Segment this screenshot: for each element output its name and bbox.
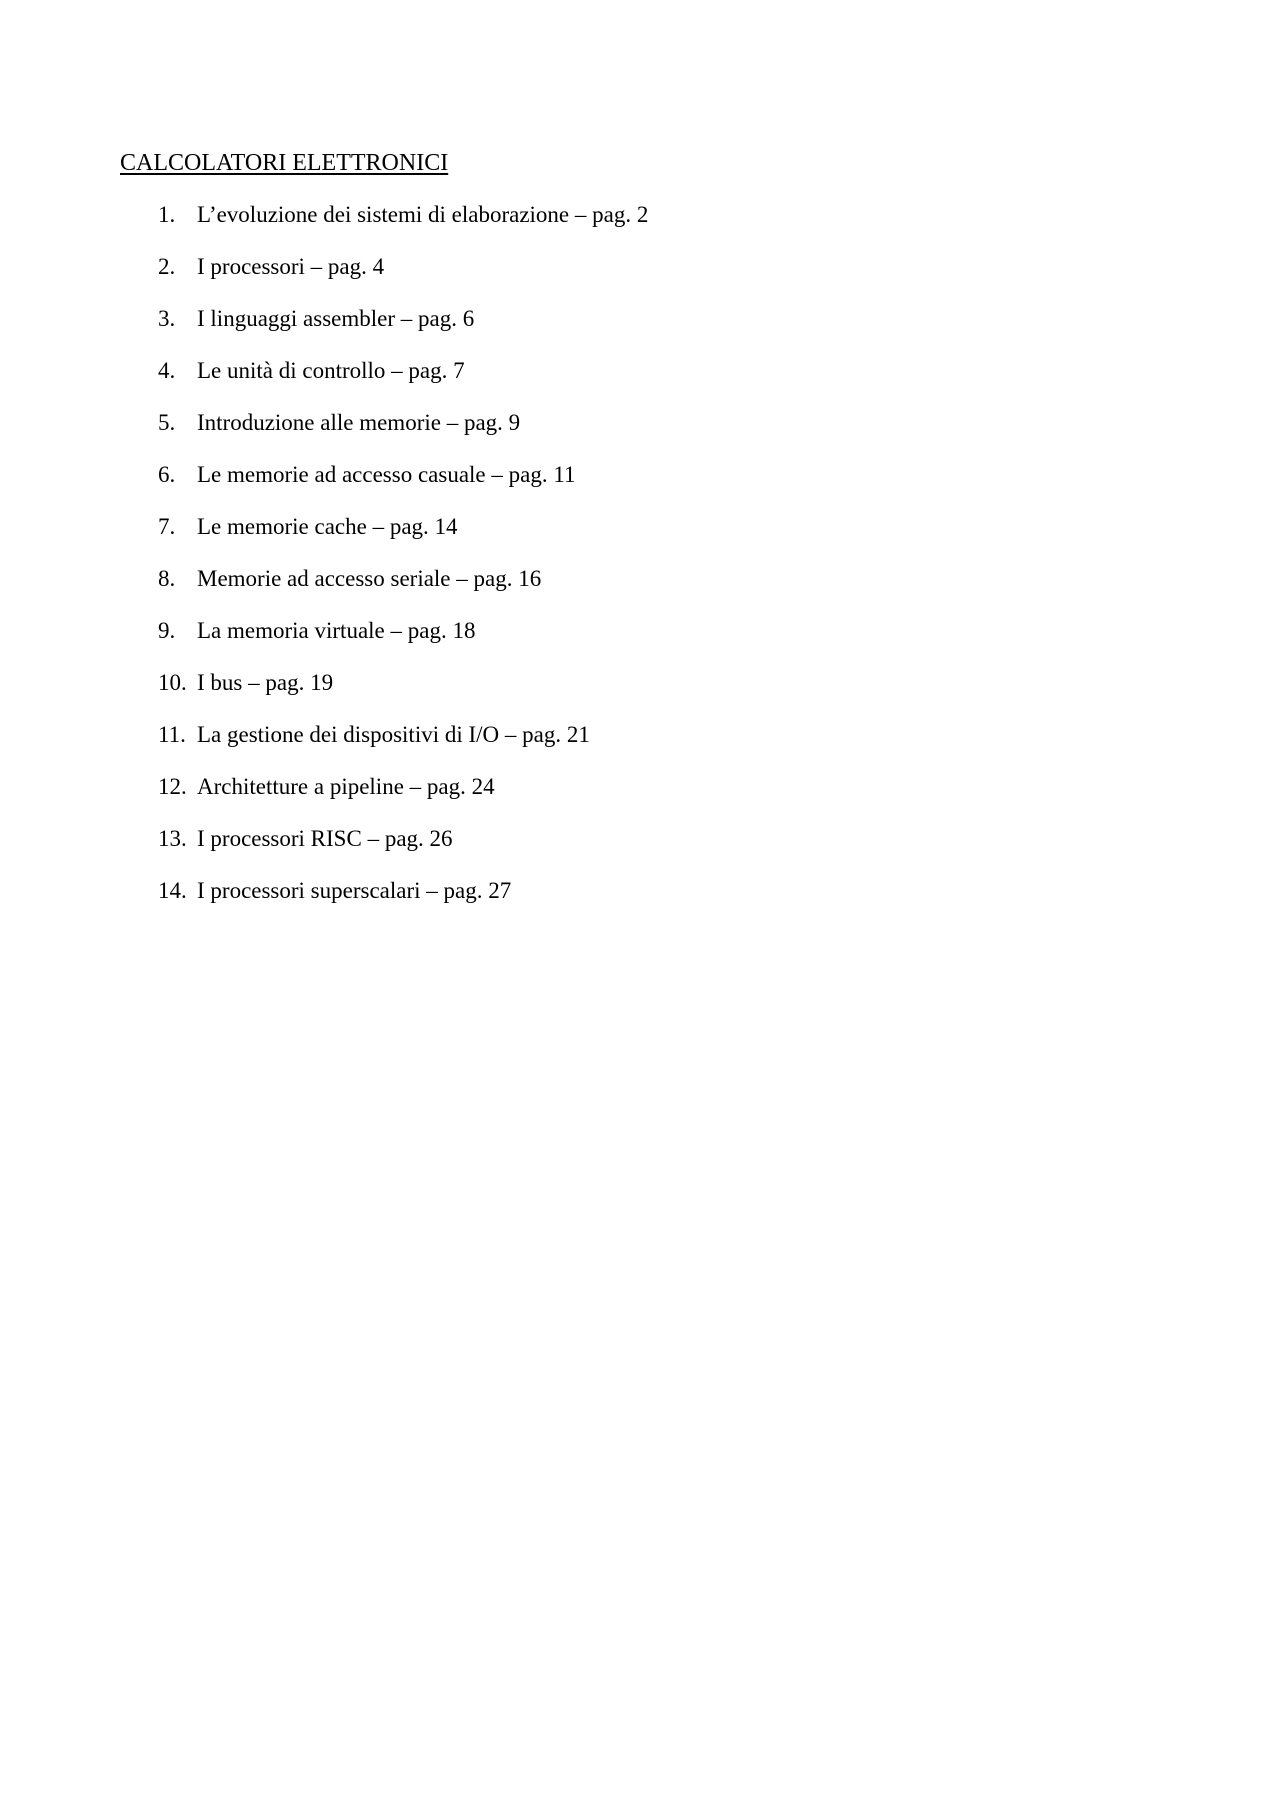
toc-item-number: 6. xyxy=(158,462,176,487)
toc-item-number: 10. xyxy=(158,670,187,695)
toc-item-number: 8. xyxy=(158,566,176,591)
document-title: CALCOLATORI ELETTRONICI xyxy=(120,150,449,176)
toc-item-text: I linguaggi assembler – pag. 6 xyxy=(197,306,475,331)
toc-item-text: Le memorie ad accesso casuale – pag. 11 xyxy=(197,462,576,487)
toc-item-number: 13. xyxy=(158,826,187,851)
toc-item-text: L’evoluzione dei sistemi di elaborazione – pag. 2 xyxy=(197,202,649,227)
toc-item-number: 5. xyxy=(158,410,176,435)
toc-item-number: 2. xyxy=(158,254,176,279)
toc-item-number: 4. xyxy=(158,358,176,383)
toc-item-text: Memorie ad accesso seriale – pag. 16 xyxy=(197,566,542,591)
toc-item-number: 7. xyxy=(158,514,176,539)
toc-item-text: La memoria virtuale – pag. 18 xyxy=(197,618,476,643)
toc-item-text: Le unità di controllo – pag. 7 xyxy=(197,358,465,383)
toc-item-text: Le memorie cache – pag. 14 xyxy=(197,514,458,539)
toc-item-number: 3. xyxy=(158,306,176,331)
toc-item-text: I processori RISC – pag. 26 xyxy=(197,826,453,851)
toc-item-text: I processori superscalari – pag. 27 xyxy=(197,878,512,903)
toc-item-number: 14. xyxy=(158,878,187,903)
toc-item-number: 1. xyxy=(158,202,176,227)
toc-item-number: 12. xyxy=(158,774,187,799)
toc-item-number: 9. xyxy=(158,618,176,643)
toc-item-text: Architetture a pipeline – pag. 24 xyxy=(197,774,495,799)
toc-item-text: La gestione dei dispositivi di I/O – pag. 21 xyxy=(197,722,590,747)
toc-item-text: I bus – pag. 19 xyxy=(197,670,334,695)
toc-item-text: I processori – pag. 4 xyxy=(197,254,385,279)
toc-item-text: Introduzione alle memorie – pag. 9 xyxy=(197,410,521,435)
toc-item-number: 11. xyxy=(158,722,186,747)
